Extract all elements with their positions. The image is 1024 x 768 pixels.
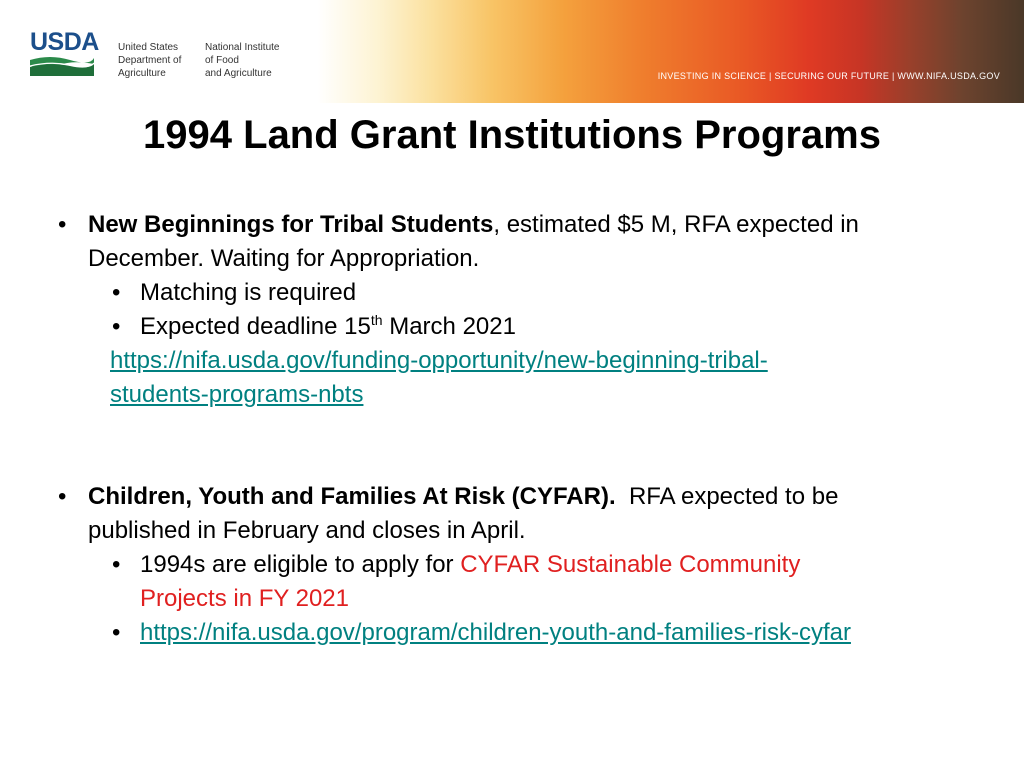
bullet-dot: • [58,483,67,510]
section2-heading: Children, Youth and Families At Risk (CYFAR). [88,483,616,510]
nbts-link-part2[interactable]: students-programs-nbts [110,381,364,408]
nbts-link-part1[interactable]: https://nifa.usda.gov/funding-opportunity/new-beginning-tribal- [110,347,768,374]
agency-line: Department of [118,55,182,66]
agency-line: of Food [205,55,239,66]
sub-bullet-dot: • [112,551,121,578]
deadline-text: Expected deadline 15 [140,313,371,340]
section1-sub1: Matching is required [140,279,357,306]
section1-heading: New Beginnings for Tribal Students [88,211,494,238]
agency-line: Agriculture [118,68,166,79]
deadline-ordinal: th [370,312,383,328]
section2-line2: published in February and closes in April. [88,517,526,544]
cyfar-link[interactable]: https://nifa.usda.gov/program/children-youth-and-families-risk-cyfar [140,619,851,646]
section2-sub1-line1 [140,548,800,582]
agency-line: National Institute [205,42,280,53]
sub-bullet-dot: • [112,279,121,306]
sub-bullet-dot: • [112,313,121,340]
cyfar-program-name-cont: Projects in FY 2021 [140,585,350,612]
slide-title: 1994 Land Grant Institutions Programs [143,113,881,157]
agency-line: United States [118,42,179,53]
deadline-month: March 2021 [382,313,516,340]
agency-line: and Agriculture [205,68,272,79]
section2-line1 [88,480,838,514]
section2-text: RFA expected to be [615,483,839,510]
eligibility-text: 1994s are eligible to apply for [140,551,461,578]
section1-sub2 [140,310,516,344]
bullet-dot: • [58,211,67,238]
header-tagline: INVESTING IN SCIENCE | SECURING OUR FUTURE | WWW.NIFA.USDA.GOV [657,71,1000,81]
section1-text: , estimated $5 M, RFA expected in [493,211,859,238]
usda-logo-text: USDA [30,28,99,56]
section1-line1 [88,208,859,242]
cyfar-program-name: CYFAR Sustainable Community [460,551,801,578]
section1-line2: December. Waiting for Appropriation. [88,245,480,272]
sub-bullet-dot: • [112,619,121,646]
